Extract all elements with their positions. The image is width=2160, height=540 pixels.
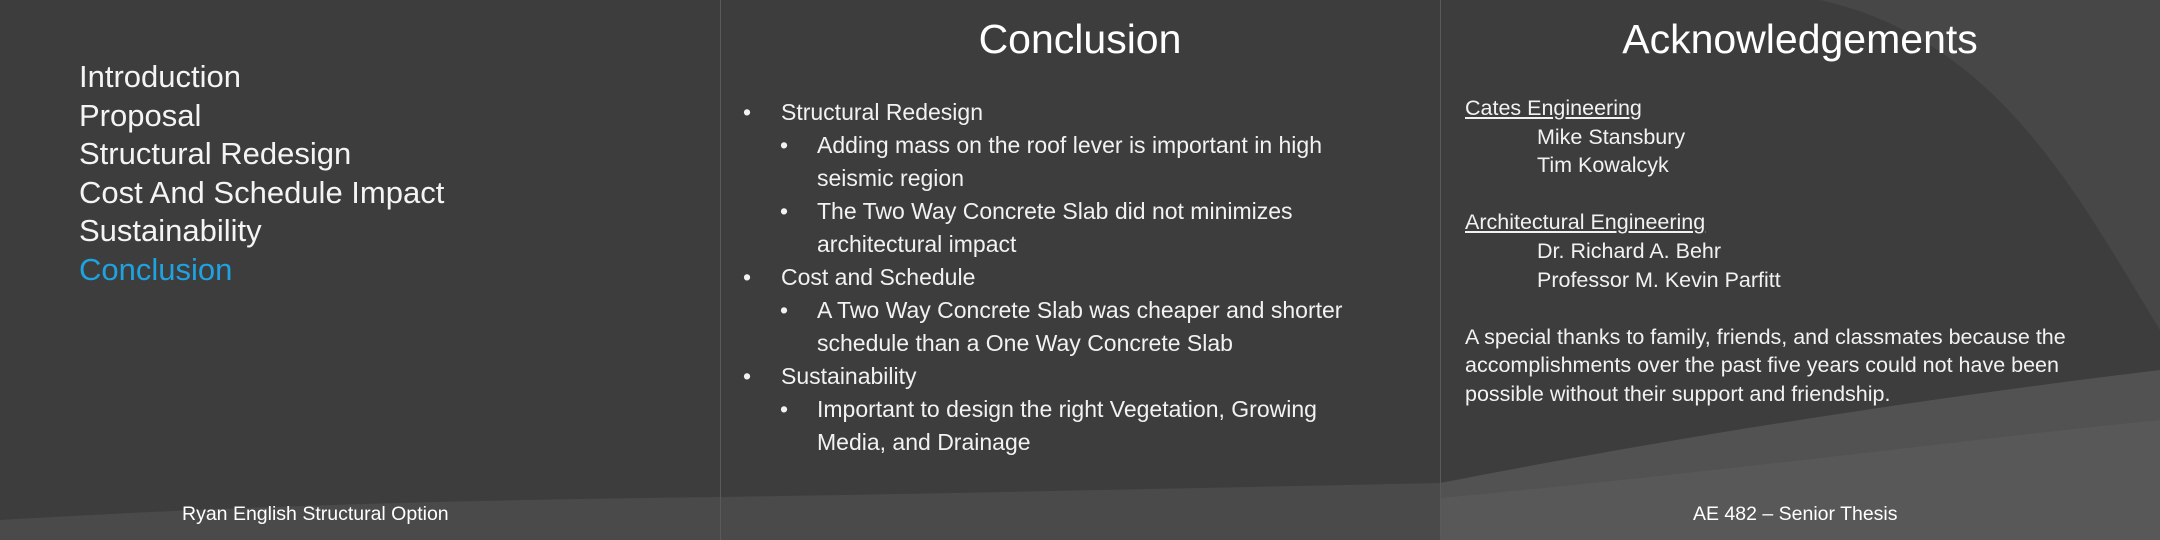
spacer [1465,294,2115,323]
ack-group-heading: Architectural Engineering [1465,210,1706,235]
nav-item-sustainability[interactable]: Sustainability [79,213,262,248]
bullet-marker: • [743,264,752,290]
nav-item-proposal[interactable]: Proposal [79,97,202,133]
spacer [1465,180,2115,209]
sub-bullet-item [743,195,1377,261]
ack-person-name: Tim Kowalcyk [1537,153,1669,178]
slide-divider [1440,0,1441,540]
ack-group-heading: Cates Engineering [1465,96,1642,120]
footer-course: AE 482 – Senior Thesis [1693,503,1898,525]
nav-item-cost-and-schedule-impact[interactable]: Cost And Schedule Impact [79,174,445,210]
ack-person-name: Professor M. Kevin Parfitt [1537,267,1781,292]
conclusion-bullets [743,96,1403,459]
footer-author: Ryan English Structural Option [182,503,449,525]
bullet-text: Sustainability [781,363,917,389]
sub-bullet-text: Important to design the right Vegetation, Growing Media, and Drainage [817,396,1317,455]
slide-divider [720,0,721,540]
sub-bullet-item [743,294,1377,360]
bullet-marker: • [743,363,752,389]
ack-person-name: Dr. Richard A. Behr [1537,238,1722,263]
sub-bullet-text: The Two Way Concrete Slab did not minimizes architectural impact [817,198,1293,257]
bullet-marker: • [780,132,789,158]
bullet-item [743,261,1403,294]
bullet-marker: • [780,297,789,323]
bullet-marker: • [780,396,789,422]
bullet-marker: • [743,99,752,125]
nav-item-introduction[interactable]: Introduction [79,59,241,94]
nav-item-structural-redesign[interactable]: Structural Redesign [79,136,352,171]
nav-item-conclusion[interactable]: Conclusion [79,251,233,287]
outline-nav [79,58,444,289]
sub-bullet-item [743,129,1377,195]
bullet-item [743,96,1403,129]
slide-title-acknowledgements: Acknowledgements [1622,16,1978,62]
bullet-text: Cost and Schedule [781,264,976,290]
sub-bullet-text: Adding mass on the roof lever is important in high seismic region [817,132,1322,191]
ack-thanks-text: A special thanks to family, friends, and classmates because the accomplishments over the past five years could not have been possible without their support and friendship. [1465,324,2066,406]
sub-bullet-item [743,393,1377,459]
bullet-text: Structural Redesign [781,99,983,125]
slide-title-conclusion: Conclusion [978,16,1182,62]
bullet-item [743,360,1403,393]
acknowledgements-body [1465,94,2115,409]
sub-bullet-text: A Two Way Concrete Slab was cheaper and shorter schedule than a One Way Concrete Slab [817,297,1343,356]
ack-person-name: Mike Stansbury [1537,124,1686,149]
bullet-marker: • [780,198,789,224]
